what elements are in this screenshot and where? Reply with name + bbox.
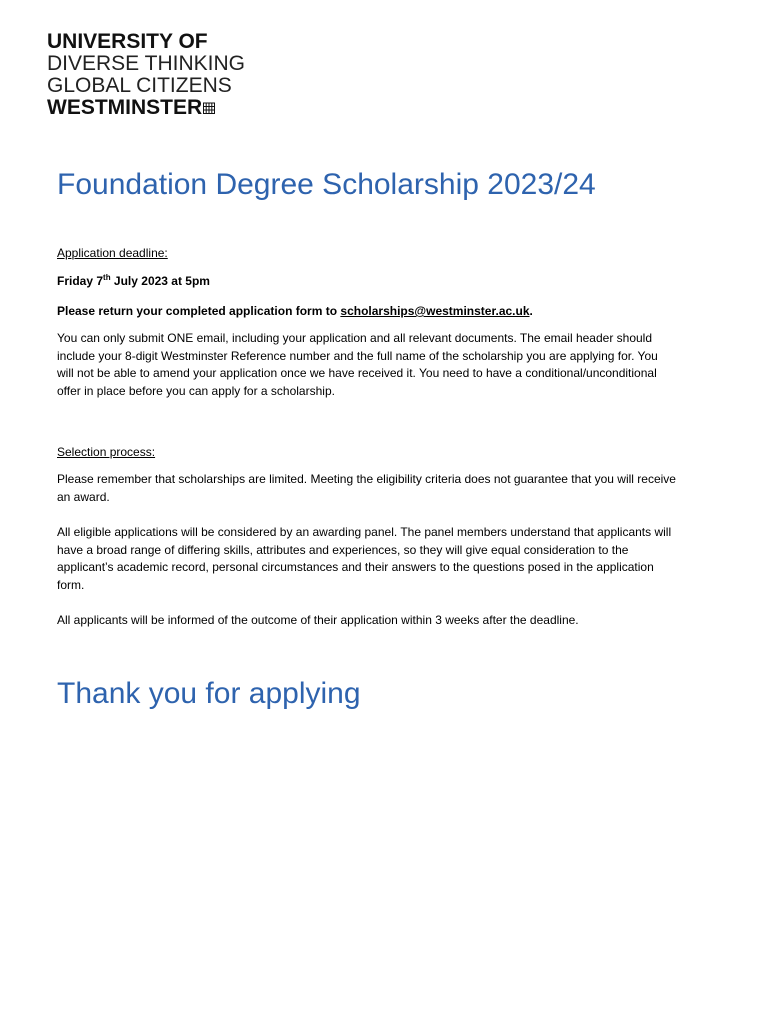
selection-paragraph-1: Please remember that scholarships are limited. Meeting the eligibility criteria does not guarantee that you will receive an award.: [57, 472, 676, 504]
deadline-date-sup: th: [103, 273, 111, 282]
logo-line-4: WESTMINSTER: [47, 96, 203, 119]
return-instruction: [57, 303, 677, 321]
page-title: Foundation Degree Scholarship 2023/24: [57, 168, 596, 201]
deadline-date-suffix: July 2023 at 5pm: [110, 274, 210, 288]
deadline-date-prefix: Friday 7: [57, 274, 104, 288]
portcullis-icon: [203, 102, 215, 118]
university-logo: [47, 31, 245, 119]
submission-instructions: You can only submit ONE email, including your application and all relevant documents. The email header should include your 8-digit Westminster Reference number and the full name of the scholarship you are applying for. You will not be able to amend your application once we have received it. You need to have a conditional/unconditional offer in place before you can apply for a scholarship.: [57, 331, 658, 398]
logo-line-2: DIVERSE THINKING: [47, 52, 245, 75]
deadline-date: [57, 273, 677, 291]
closing-heading: Thank you for applying: [57, 677, 361, 710]
logo-line-3: GLOBAL CITIZENS: [47, 74, 232, 97]
logo-line-1: UNIVERSITY OF: [47, 30, 208, 53]
return-text: Please return your completed application form to: [57, 304, 341, 318]
return-text-end: .: [529, 304, 533, 318]
selection-heading: Selection process:: [57, 445, 156, 459]
email-link[interactable]: scholarships@westminster.ac.uk: [340, 304, 530, 318]
deadline-heading: Application deadline:: [57, 246, 168, 260]
selection-paragraph-3: All applicants will be informed of the outcome of their application within 3 weeks after the deadline.: [57, 613, 579, 627]
selection-paragraph-2: All eligible applications will be considered by an awarding panel. The panel members understand that applicants will have a broad range of differing skills, attributes and experiences, so they will give equal consideration to the applicant’s academic record, personal circumstances and their answers to the questions posed in the application form.: [57, 525, 672, 592]
